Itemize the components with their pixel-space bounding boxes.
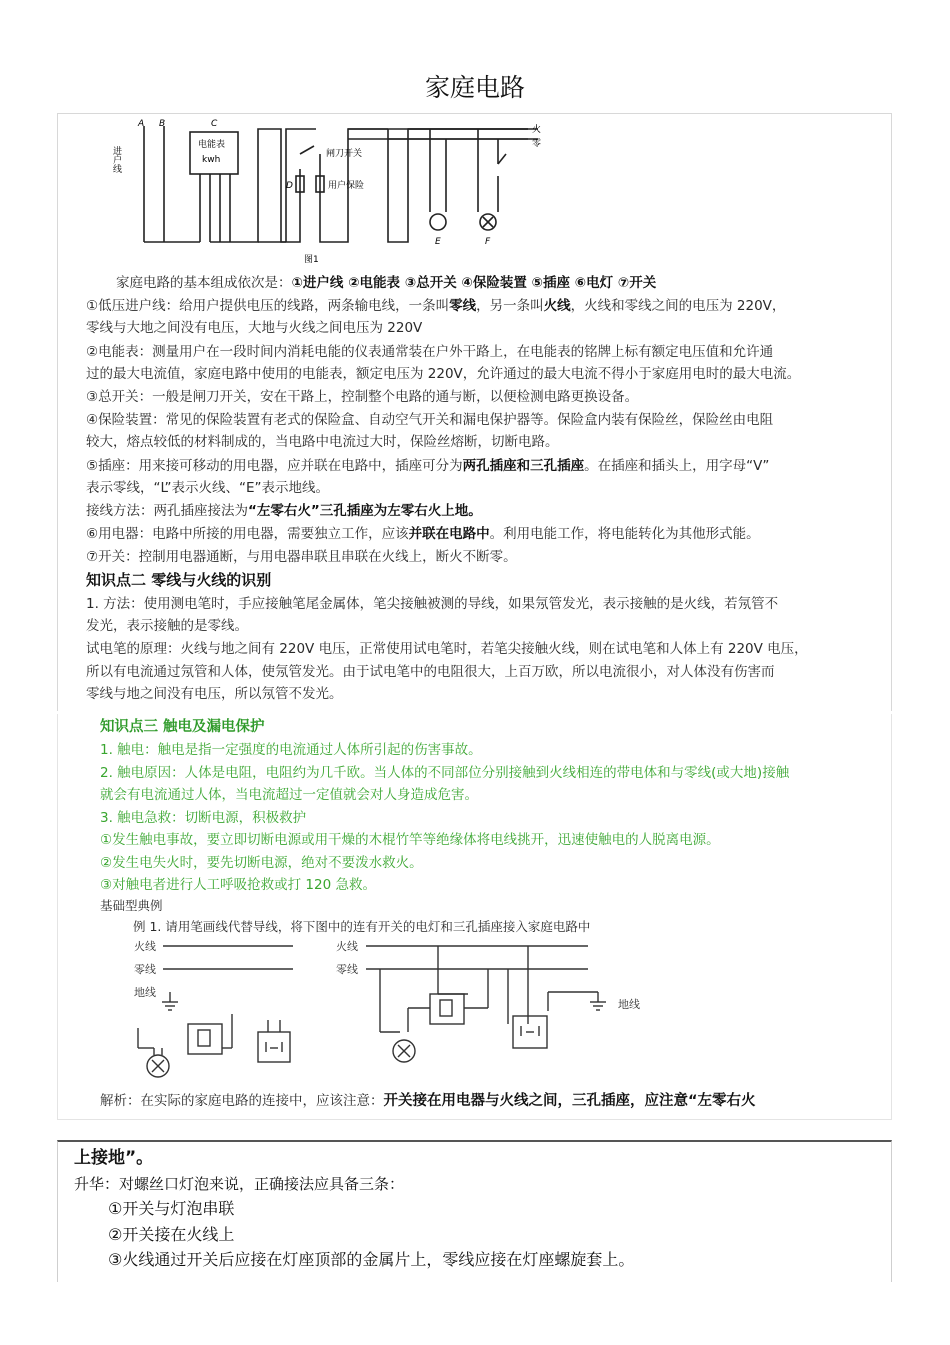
shock-def: 1. 触电：触电是指一定强度的电流通过人体所引起的伤害事故。: [100, 742, 482, 758]
p1-fire: 火线: [543, 298, 571, 314]
page-title: 家庭电路: [424, 73, 525, 102]
p1a: ①低压进户线：给用户提供电压的线路，两条输电线，一条叫: [86, 298, 450, 314]
fig-label-ground-left: 地线: [134, 986, 156, 999]
p7b: 。利用电能工作，将电能转化为其他形式能。: [489, 526, 760, 542]
intro-items: ①进户线 ②电能表 ③总开关 ④保险装置 ⑤插座 ⑥电灯 ⑦开关: [291, 275, 657, 291]
p7a: ⑥用电器：电路中所接的用电器，需要独立工作，应该: [86, 526, 409, 542]
para-wiring: [86, 501, 482, 521]
fig-label-zero-left: 零线: [134, 963, 156, 976]
analysis-bold: 开关接在用电器与火线之间，三孔插座，应注意“左零右火: [383, 1093, 756, 1109]
p5b: 。在插座和插头上，用字母“V”: [584, 458, 770, 474]
label-knife-switch: 闸刀开关: [326, 149, 363, 159]
household-circuit-diagram: [58, 114, 891, 274]
label-a: A: [138, 119, 145, 129]
analysis-text: 解析：在实际的家庭电路的连接中，应该注意：: [100, 1093, 384, 1109]
p1b: ，另一条叫: [476, 298, 544, 314]
fig-label-fire-left: 火线: [134, 940, 156, 953]
intro-text: 家庭电路的基本组成依次是：: [116, 275, 292, 291]
label-e: E: [435, 237, 441, 247]
figure-caption: 图1: [304, 255, 319, 265]
intro-line: [116, 273, 656, 293]
sublime-item-1: ①开关与灯泡串联: [108, 1199, 235, 1218]
typical-example-label: 基础型典例: [100, 898, 163, 913]
shock-aid-1: ①发生触电事故，要立即切断电源或用干燥的木棍竹竿等绝缘体将电线挑开，迅速使触电的人脱离电源。: [100, 832, 720, 848]
p6a: 接线方法：两孔插座接法为: [86, 503, 248, 519]
section-electric-shock: [57, 714, 892, 1120]
shock-cause-2: 就会有电流通过人体，当电流超过一定值就会对人身造成危害。: [100, 787, 478, 803]
shock-cause: 2. 触电原因：人体是电阻，电阻约为几千欧。当人体的不同部位分别接触到火线相连的带电体和与零线(或大地)接触: [100, 765, 790, 781]
para-principle-2: 所以有电流通过氖管和人体，使氖管发光。由于试电笔中的电阻很大，上百万欧，所以电流很小，对人体没有伤害而: [86, 664, 775, 680]
para-socket: [86, 456, 769, 476]
para-switch: ⑦开关：控制用电器通断，与用电器串联且串联在火线上，断火不断零。: [86, 549, 517, 565]
para-meter-2: 过的最大电流值，家庭电路中使用的电能表，额定电压为 220V，允许通过的最大电流不得小于家庭用电时的最大电流。: [86, 366, 801, 382]
fig-label-ground-right: 地线: [618, 998, 640, 1011]
label-meter-unit: kwh: [202, 155, 221, 165]
fig-label-fire-right: 火线: [336, 940, 358, 953]
label-meter: 电能表: [198, 140, 226, 150]
heading-knowledge-2: 知识点二 零线与火线的识别: [86, 571, 272, 589]
label-fuse: 用户保险: [328, 181, 365, 191]
label-fire: 火: [532, 125, 542, 135]
para-incoming: [86, 296, 785, 316]
shock-aid: 3. 触电急救：切断电源，积极救护: [100, 810, 307, 826]
para-principle: 试电笔的原理：火线与地之间有 220V 电压，正常使用试电笔时，若笔尖接触火线，则在试电笔和人体上有 220V 电压，: [86, 641, 808, 657]
para-method-2: 发光，表示接触的是零线。: [86, 618, 248, 634]
sublime-intro: 升华：对螺丝口灯泡来说，正确接法应具备三条：: [74, 1175, 405, 1193]
p6-bold: “左零右火”三孔插座为左零右火上地。: [248, 503, 482, 519]
analysis-continuation: 上接地”。: [74, 1148, 154, 1168]
p1c: ，火线和零线之间的电压为 220V，: [570, 298, 786, 314]
analysis-line: [100, 1091, 756, 1111]
label-d: D: [286, 181, 293, 191]
label-b: B: [159, 119, 166, 129]
para-fuse-2: 较大，熔点较低的材料制成的，当电路中电流过大时，保险丝熔断，切断电路。: [86, 434, 559, 450]
sublime-item-3: ③火线通过开关后应接在灯座顶部的金属片上，零线应接在灯座螺旋套上。: [108, 1250, 635, 1269]
label-zero: 零: [532, 139, 542, 149]
para-main-switch: ③总开关：一般是闸刀开关，安在干路上，控制整个电路的通与断，以便检测电路更换设备。: [86, 389, 639, 405]
p7-bold: 并联在电路中: [408, 526, 490, 542]
para-fuse: ④保险装置：常见的保险装置有老式的保险盒、自动空气开关和漏电保护器等。保险盒内装有保险丝，保险丝由电阻: [86, 412, 774, 428]
p1-zero: 零线: [449, 298, 477, 314]
label-incoming-line: 进户线: [111, 146, 121, 173]
p5a: ⑤插座：用来接可移动的用电器，应并联在电路中，插座可分为: [86, 458, 463, 474]
section-basic-circuit: [57, 113, 892, 711]
p5-bold: 两孔插座和三孔插座: [462, 458, 585, 474]
shock-aid-2: ②发生电失火时，要先切断电源，绝对不要泼水救火。: [100, 855, 423, 871]
para-meter: ②电能表：测量用户在一段时间内消耗电能的仪表通常装在户外干路上，在电能表的铭牌上标有额定电压值和允许通: [86, 344, 774, 360]
shock-aid-3: ③对触电者进行人工呼吸抢救或打 120 急救。: [100, 877, 376, 893]
section-sublimation: [57, 1140, 892, 1282]
sublime-item-2: ②开关接在火线上: [108, 1225, 235, 1244]
para-principle-3: 零线与地之间没有电压，所以氖管不发光。: [86, 686, 343, 702]
para-incoming-2: 零线与大地之间没有电压，大地与火线之间电压为 220V: [86, 320, 423, 336]
para-appliance: [86, 524, 760, 544]
heading-knowledge-3: 知识点三 触电及漏电保护: [100, 719, 265, 735]
label-f: F: [485, 237, 491, 247]
wiring-exercise-diagram: [58, 936, 891, 1086]
para-method: 1. 方法：使用测电笔时，手应接触笔尾金属体，笔尖接触被测的导线，如果氖管发光，表示接触的是火线，若氖管不: [86, 596, 779, 612]
example-1: 例 1. 请用笔画线代替导线，将下图中的连有开关的电灯和三孔插座接入家庭电路中: [133, 919, 591, 934]
label-c: C: [211, 119, 218, 129]
para-socket-2: 表示零线，“L”表示火线、“E”表示地线。: [86, 480, 329, 496]
fig-label-zero-right: 零线: [336, 963, 358, 976]
